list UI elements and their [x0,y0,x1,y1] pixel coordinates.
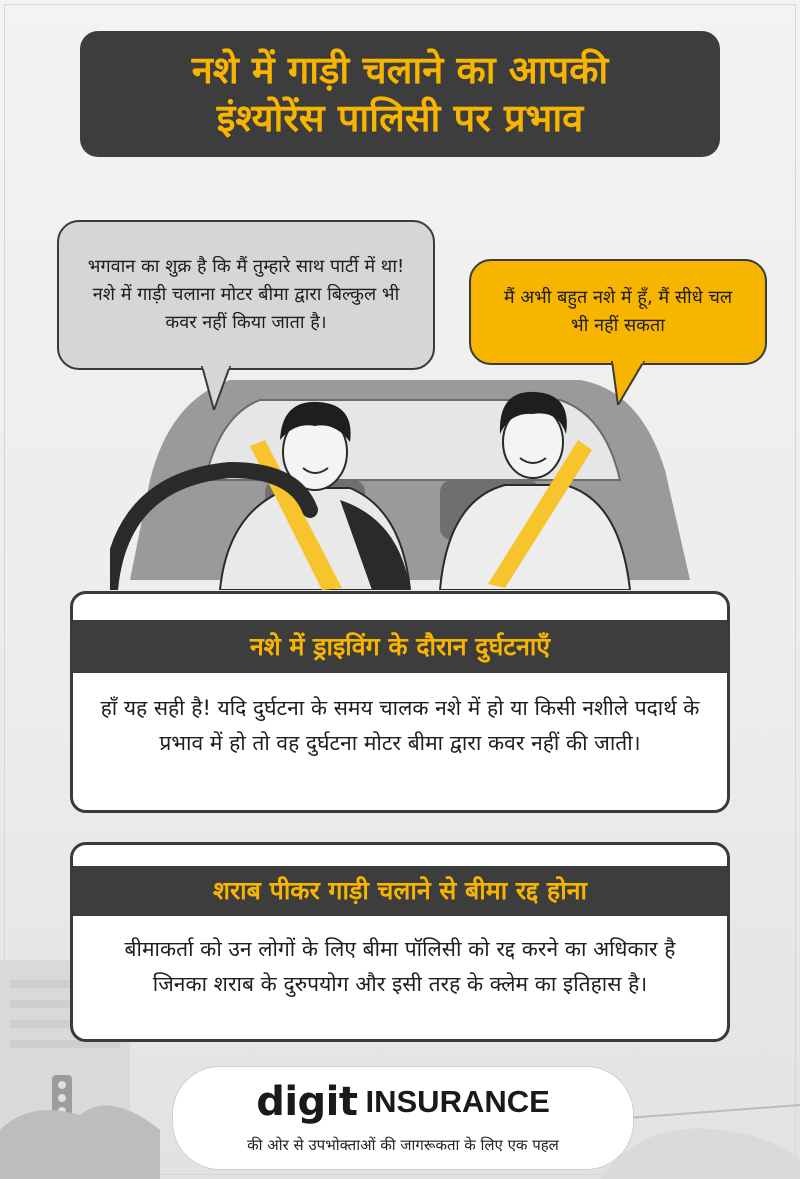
footer-tagline: की ओर से उपभोक्ताओं की जागरूकता के लिए एक पहल [247,1136,559,1154]
section-heading-accidents: नशे में ड्राइविंग के दौरान दुर्घटनाएँ [73,620,727,673]
speech-bubble-driver-text: भगवान का शुक्र है कि मैं तुम्हारे साथ पार्टी में था! नशे में गाड़ी चलाना मोटर बीमा द्वारा बिल्कुल भी कवर नहीं किया जाता है। [87,256,405,333]
logo-insurance-text: INSURANCE [365,1084,550,1119]
car-left [0,1105,160,1179]
footer-brand-pill [172,1066,634,1170]
digit-logo [173,1079,633,1125]
page-title-line-2: इंश्योरेंस पालिसी पर प्रभाव [216,96,584,140]
page-title-line-1: नशे में गाड़ी चलाने का आपकी [191,48,609,92]
section-card-accidents [70,591,730,813]
speech-bubble-passenger [469,259,767,365]
section-body-cancellation: बीमाकर्ता को उन लोगों के लिए बीमा पॉलिसी को रद्द करने का अधिकार है जिनका शराब के दुरुपयोग और इसी तरह के क्लेम का इतिहास है। [124,937,676,996]
section-card-cancellation [70,842,730,1042]
title-banner [80,31,720,157]
speech-bubble-passenger-text: मैं अभी बहुत नशे में हूँ, मैं सीधे चल भी नहीं सकता [503,287,733,336]
section-body-accidents: हाँ यह सही है! यदि दुर्घटना के समय चालक नशे में हो या किसी नशीले पदार्थ के प्रभाव में हो तो वह दुर्घटना मोटर बीमा द्वारा कवर नहीं की जाती। [100,696,700,755]
logo-digit-text: digit [256,1079,358,1125]
speech-bubble-passenger-tail [610,361,654,405]
section-heading-cancellation: शराब पीकर गाड़ी चलाने से बीमा रद्द होना [73,866,727,916]
speech-bubble-driver [57,220,435,370]
speech-bubble-driver-tail [200,366,240,410]
